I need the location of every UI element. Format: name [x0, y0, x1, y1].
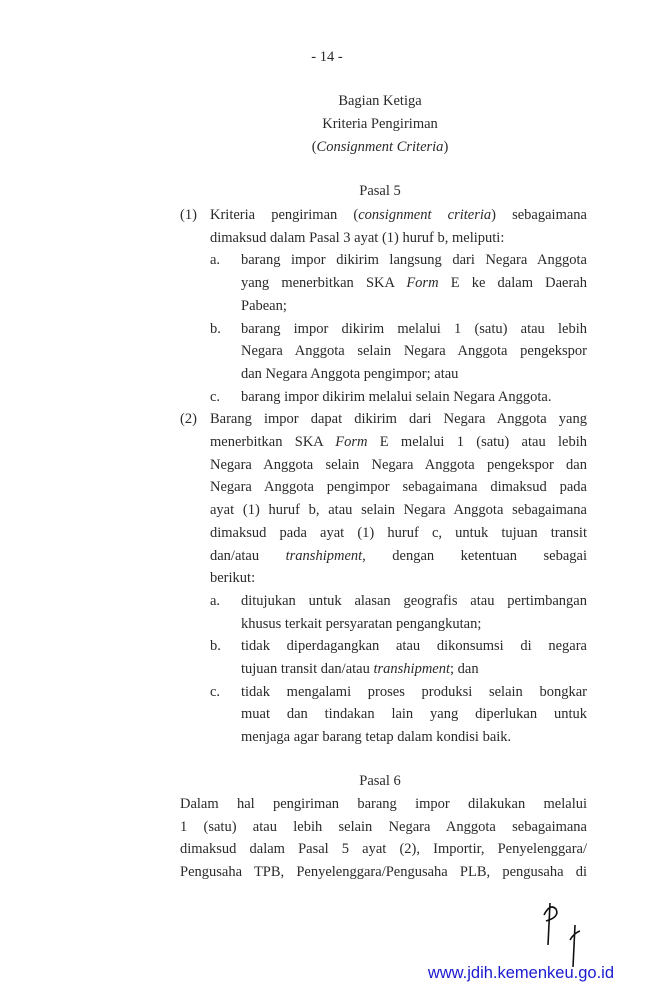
- pasal-6-heading: Pasal 6: [359, 773, 401, 789]
- paren: ): [443, 139, 449, 155]
- text-segment: transhipment,: [285, 547, 366, 564]
- text-segment: berikut:: [210, 570, 256, 587]
- text-segment: ; dan: [450, 661, 479, 677]
- pasal-6-line: [180, 840, 587, 858]
- pasal-6-line: [180, 818, 587, 836]
- ayat-number: (2): [180, 411, 197, 428]
- text-segment: khusus terkait persyaratan pengangkutan;: [241, 615, 482, 632]
- huruf-letter: b.: [210, 320, 221, 337]
- huruf-letter: a.: [210, 592, 221, 609]
- text-segment: Pabean;: [241, 297, 287, 314]
- text-segment: Barang impor dapat dikirim dari Negara Anggota yang: [210, 411, 587, 428]
- huruf-line: [241, 365, 458, 383]
- text-segment: menerbitkan SKA: [210, 434, 336, 450]
- pasal-5-heading: Pasal 5: [359, 183, 401, 199]
- text-segment: dimaksud pada ayat (1) huruf c, untuk tujuan transit: [210, 524, 587, 541]
- huruf-line: [241, 705, 587, 723]
- text-segment: Pengusaha TPB, Penyelenggara/Pengusaha PLB, pengusaha di: [180, 864, 587, 881]
- ayat-line: [210, 433, 587, 451]
- huruf-line: [241, 320, 587, 338]
- text-segment: ) sebagaimana: [491, 207, 587, 223]
- huruf-letter: a.: [210, 252, 221, 269]
- text-segment: Negara Anggota pengimpor sebagaimana dimaksud pada: [210, 479, 587, 496]
- ayat-line: [210, 547, 587, 565]
- huruf-line: [241, 342, 587, 360]
- subtitle-en-text: Consignment Criteria: [316, 139, 444, 155]
- text-segment: transhipment: [373, 661, 451, 677]
- text-segment: E ke dalam Daerah: [438, 275, 587, 292]
- text-segment: dimaksud dalam Pasal 3 ayat (1) huruf b, meliputi:: [210, 229, 505, 246]
- ayat-line: [210, 524, 587, 542]
- huruf-line: [241, 637, 587, 655]
- text-segment: yang menerbitkan SKA: [241, 275, 407, 292]
- ayat-line: [210, 501, 587, 519]
- text-segment: muat dan tindakan lain yang diperlukan untuk: [241, 706, 587, 723]
- ayat-line: [210, 456, 587, 474]
- text-segment: dan/atau: [210, 547, 286, 564]
- page-number: - 14 -: [311, 49, 343, 65]
- huruf-line: [241, 592, 587, 610]
- huruf-letter: c.: [210, 388, 221, 405]
- huruf-line: [241, 297, 287, 315]
- text-segment: Form: [406, 275, 439, 292]
- text-segment: ditujukan untuk alasan geografis atau pertimbangan: [241, 592, 587, 609]
- pasal-6-line: [180, 863, 587, 881]
- huruf-line: [241, 251, 587, 269]
- huruf-line: [241, 660, 479, 678]
- text-segment: Kriteria pengiriman (: [210, 207, 359, 223]
- ayat-line: [210, 478, 587, 496]
- text-segment: dan Negara Anggota pengimpor; atau: [241, 365, 459, 382]
- huruf-line: [241, 274, 587, 292]
- section-subtitle-english: [53, 138, 654, 156]
- text-segment: barang impor dikirim langsung dari Negara Anggota: [241, 252, 587, 269]
- paren: (: [311, 139, 317, 155]
- huruf-line: [241, 683, 587, 701]
- ayat-line: [210, 206, 587, 224]
- text-segment: tidak mengalami proses produksi selain bongkar: [241, 683, 587, 700]
- text-segment: dengan ketentuan sebagai: [365, 547, 587, 564]
- text-segment: ayat (1) huruf b, atau selain Negara Anggota sebagaimana: [210, 502, 587, 519]
- section-subtitle: Kriteria Pengiriman: [322, 116, 438, 132]
- text-segment: Dalam hal pengiriman barang impor dilakukan melalui: [180, 796, 587, 812]
- ayat-line: [210, 229, 504, 247]
- ayat-line: [210, 410, 587, 428]
- text-segment: menjaga agar barang tetap dalam kondisi baik.: [241, 729, 512, 746]
- text-segment: Negara Anggota selain Negara Anggota pengekspor: [241, 343, 587, 360]
- ayat-number: (1): [180, 207, 197, 223]
- huruf-line: [241, 615, 481, 633]
- text-segment: tidak diperdagangkan atau dikonsumsi di negara: [241, 638, 587, 655]
- text-segment: barang impor dikirim melalui selain Negara Anggota.: [241, 388, 552, 405]
- text-segment: Form: [335, 434, 368, 450]
- text-segment: dimaksud dalam Pasal 5 ayat (2), Importir, Penyelenggara/: [180, 841, 587, 858]
- huruf-line: [241, 388, 551, 406]
- text-segment: barang impor dikirim melalui 1 (satu) atau lebih: [241, 320, 587, 337]
- paraf-signature: [540, 895, 600, 975]
- text-segment: Negara Anggota selain Negara Anggota pengekspor dan: [210, 456, 587, 473]
- text-segment: 1 (satu) atau lebih selain Negara Anggota sebagaimana: [180, 818, 587, 835]
- website-link[interactable]: www.jdih.kemenkeu.go.id: [427, 964, 614, 982]
- huruf-letter: b.: [210, 638, 221, 655]
- huruf-letter: c.: [210, 683, 221, 700]
- text-segment: E melalui 1 (satu) atau lebih: [367, 434, 587, 450]
- huruf-line: [241, 728, 511, 746]
- pasal-6-line: [180, 795, 587, 813]
- text-segment: consignment criteria: [358, 207, 492, 223]
- text-segment: tujuan transit dan/atau: [241, 661, 374, 677]
- ayat-line: [210, 569, 255, 587]
- section-title: Bagian Ketiga: [338, 93, 422, 109]
